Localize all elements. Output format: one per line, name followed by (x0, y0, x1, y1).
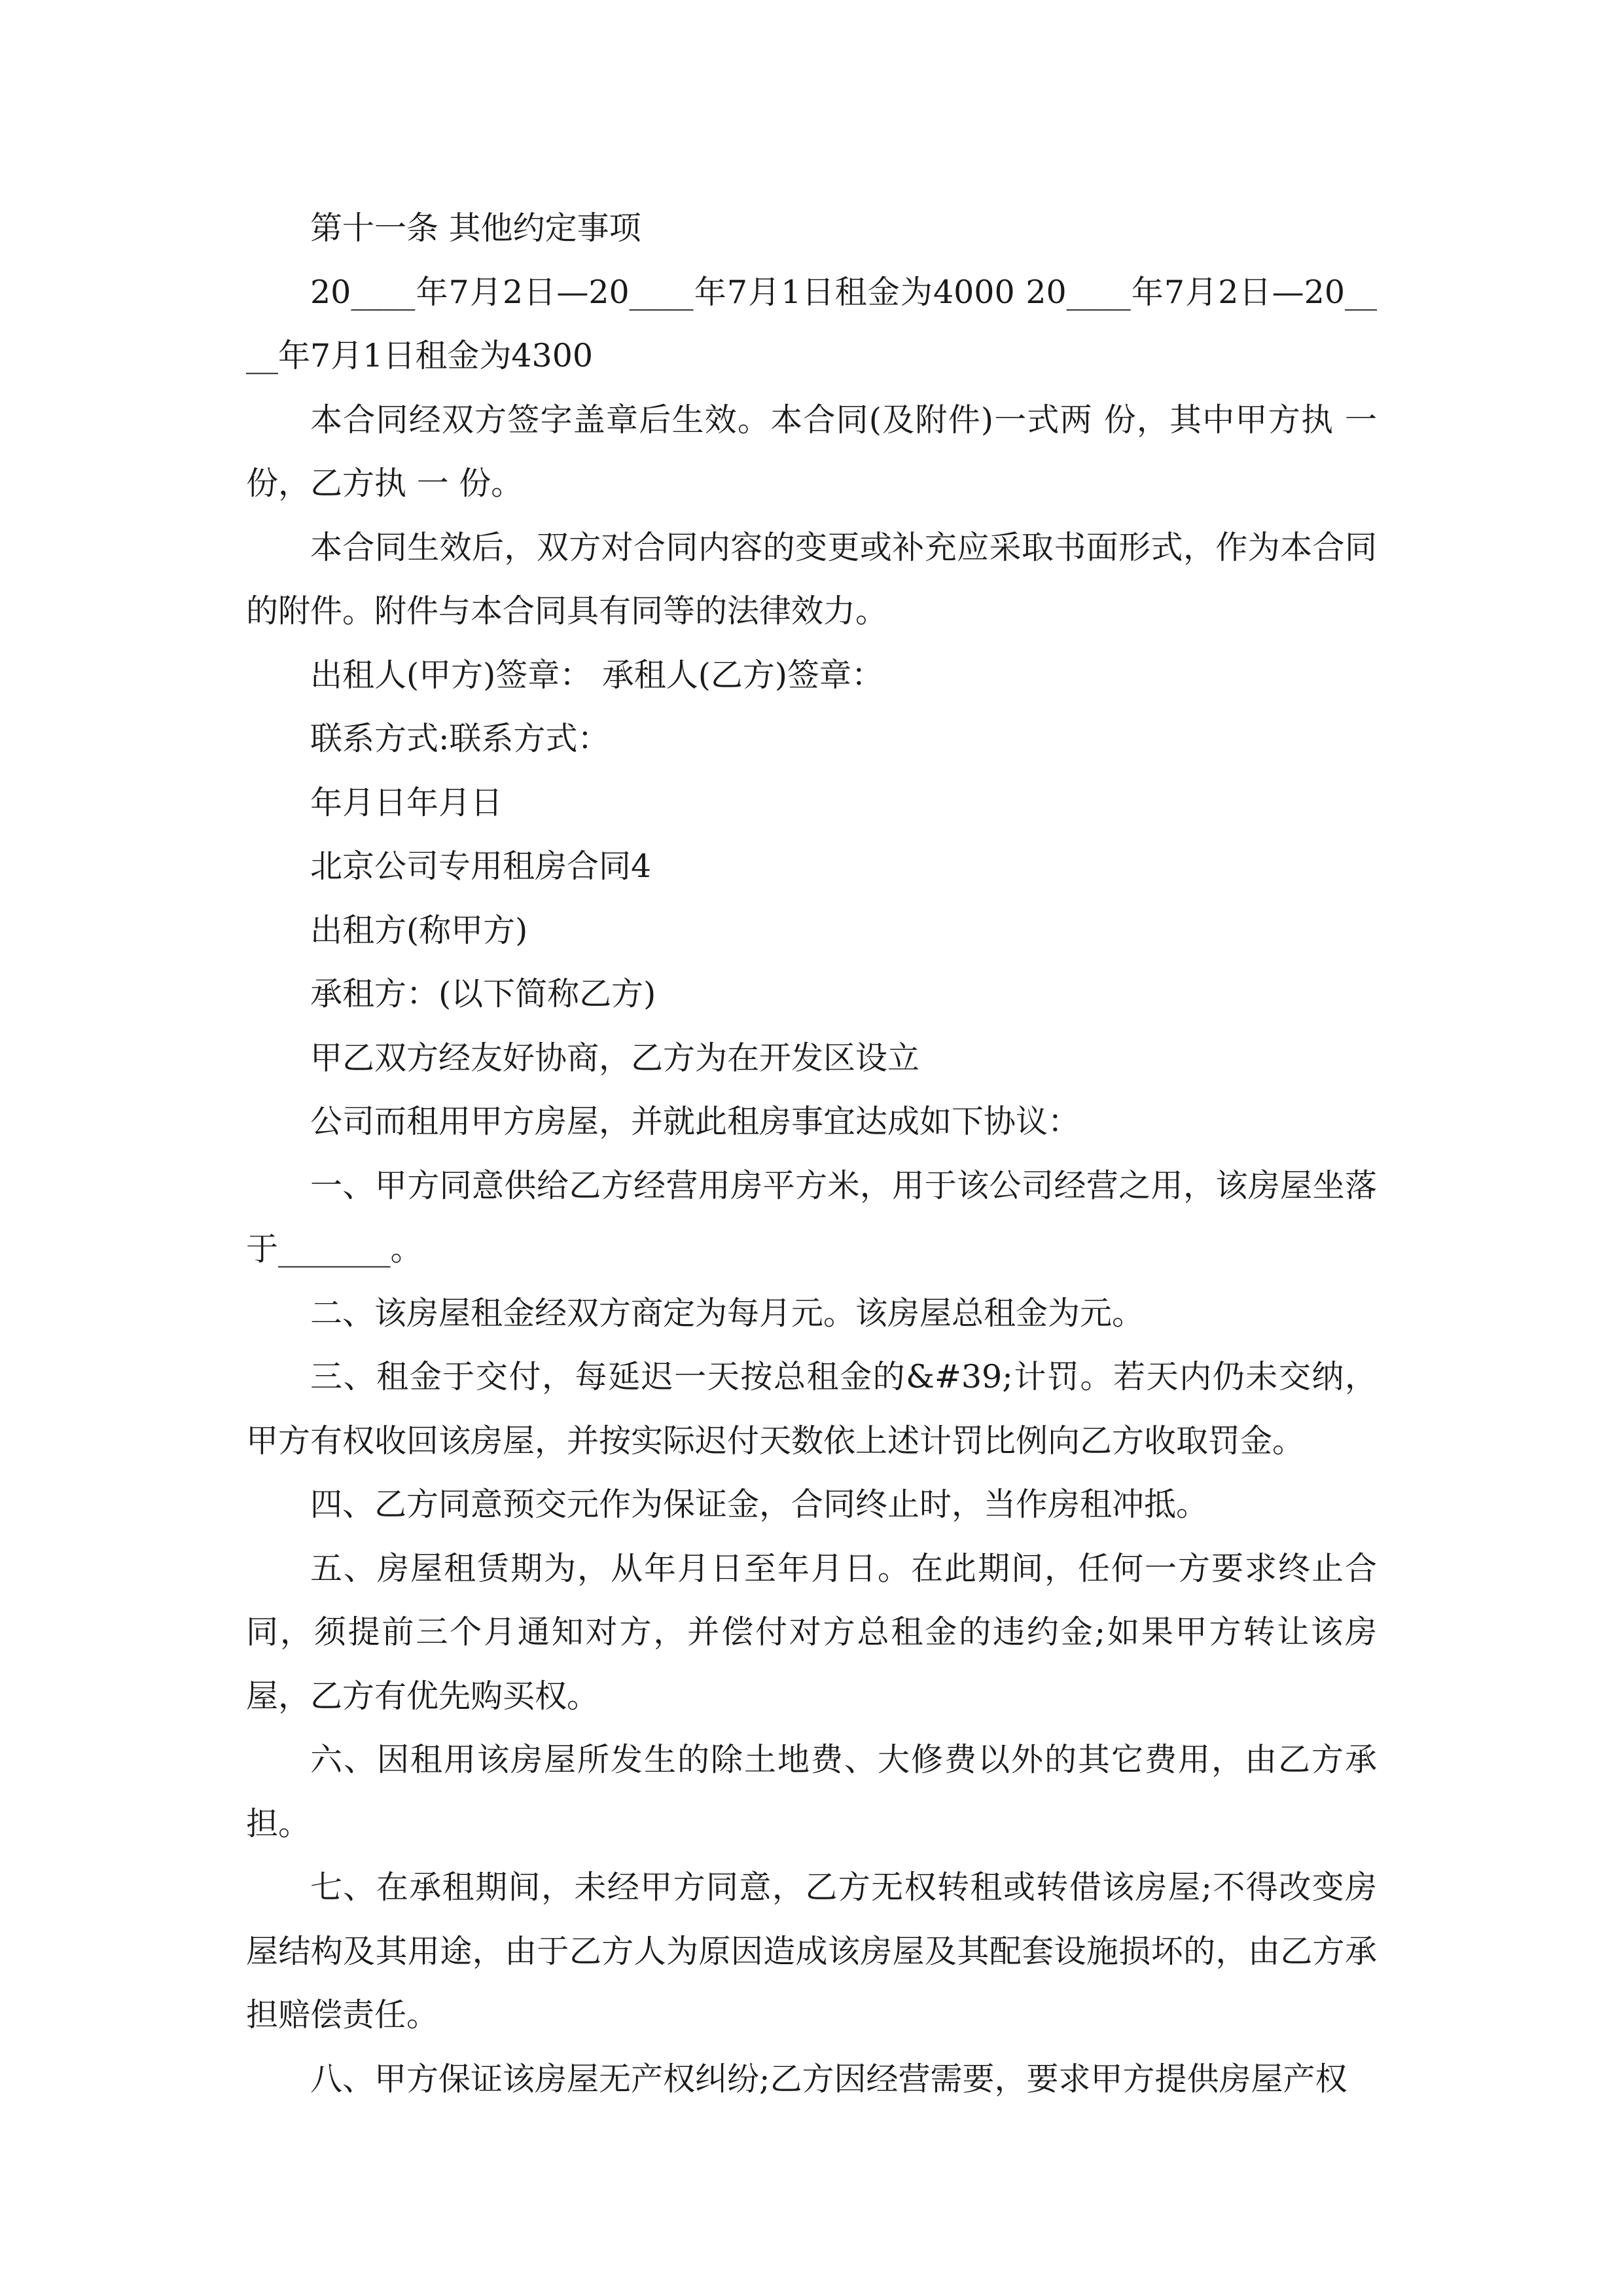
paragraph: 八、甲方保证该房屋无产权纠纷;乙方因经营需要，要求甲方提供房屋产权 (310, 2060, 1347, 2098)
paragraph: 公司而租用甲方房屋，并就此租房事宜达成如下协议： (310, 1103, 1080, 1140)
paragraph: 三、租金于交付，每延迟一天按总租金的&#39;计罚。若天内仍未交纳，甲方有权收回该房屋，并按实际迟付天数依上述计罚比例向乙方收取罚金。 (246, 1358, 1377, 1460)
paragraph: 第十一条 其他约定事项 (310, 209, 641, 247)
paragraph: 五、房屋租赁期为，从年月日至年月日。在此期间，任何一方要求终止合同，须提前三个月通知对方，并偿付对方总租金的违约金;如果甲方转让该房屋，乙方有优先购买权。 (246, 1549, 1377, 1715)
paragraph: 二、该房屋租金经双方商定为每月元。该房屋总租金为元。 (310, 1294, 1145, 1332)
document-body (246, 196, 1377, 2111)
paragraph: 联系方式:联系方式： (310, 720, 610, 757)
paragraph: 北京公司专用租房合同4 (310, 848, 652, 885)
paragraph: 出租人(甲方)签章： 承租人(乙方)签章： (310, 656, 884, 694)
paragraph: 年月日年月日 (310, 783, 503, 821)
paragraph: 本合同经双方签字盖章后生效。本合同(及附件)一式两 份，其中甲方执 一 份，乙方执 一 份。 (246, 401, 1377, 502)
paragraph: 承租方：(以下简称乙方) (310, 975, 656, 1013)
paragraph: 出租方(称甲方) (310, 911, 528, 949)
paragraph: 甲乙双方经友好协商，乙方为在开发区设立 (310, 1039, 920, 1077)
paragraph: 六、因租用该房屋所发生的除土地费、大修费以外的其它费用，由乙方承担。 (246, 1741, 1377, 1842)
paragraph: 一、甲方同意供给乙方经营用房平方米，用于该公司经营之用，该房屋坐落于_______。 (246, 1166, 1377, 1268)
paragraph: 本合同生效后，双方对合同内容的变更或补充应采取书面形式，作为本合同的附件。附件与本合同具有同等的法律效力。 (246, 528, 1377, 630)
paragraph: 七、在承租期间，未经甲方同意，乙方无权转租或转借该房屋;不得改变房屋结构及其用途，由于乙方人为原因造成该房屋及其配套设施损坏的，由乙方承担赔偿责任。 (246, 1869, 1377, 2034)
paragraph: 四、乙方同意预交元作为保证金，合同终止时，当作房租冲抵。 (310, 1486, 1209, 1523)
paragraph: 20____年7月2日—20____年7月1日租金为4000 20____年7月2日—20____年7月1日租金为4300 (246, 273, 1377, 374)
